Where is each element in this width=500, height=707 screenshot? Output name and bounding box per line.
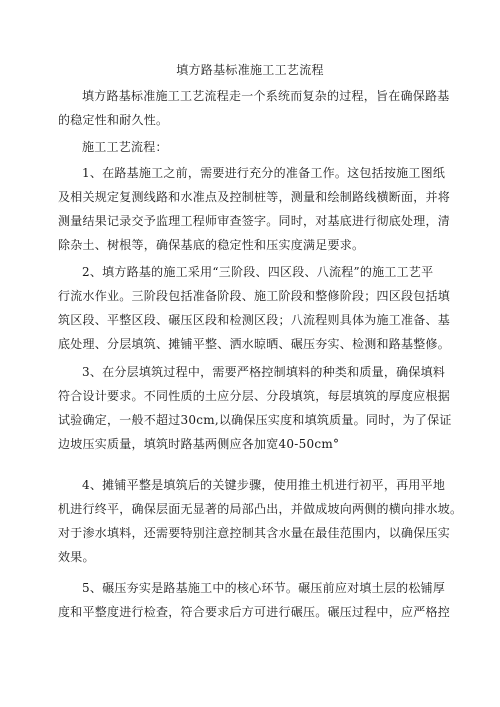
paragraph-line: 试验确定，一般不超过30cm,以确保压实度和填筑质量。同时，为了保证 — [58, 413, 452, 427]
paragraph-line: 填方路基标准施工工艺流程走一个系统而复杂的过程，旨在确保路基 — [82, 89, 450, 103]
paragraph-line: 5、碾压夯实是路基施工中的核心环节。碾压前应对填土层的松铺厚 — [82, 581, 446, 595]
section-heading: 施工工艺流程： — [82, 140, 168, 154]
paragraph-line: 测量结果记录交予监理工程师审查签字。同时，对基底进行彻底处理，清 — [58, 214, 451, 228]
paragraph-line: 底处理、分层填筑、摊铺平整、洒水晾晒、碾压夯实、检测和路基整修。 — [58, 337, 451, 351]
paragraph-line: 除杂土、树根等，确保基底的稳定性和压实度满足要求。 — [58, 238, 365, 252]
paragraph-line: 效果。 — [58, 550, 95, 564]
paragraph-line: 机进行终平，确保层面无显著的局部凸出，并做成坡向两侧的横向排水坡。 — [58, 502, 463, 516]
paragraph-process-heading — [58, 135, 450, 159]
paragraph-line: 2、填方路基的施工采用“三阶段、四区段、八流程”的施工工艺平 — [82, 265, 434, 279]
paragraph-line: 符合设计要求。不同性质的土应分层、分段填筑，每层填筑的厚度应根据 — [58, 389, 451, 403]
paragraph-intro — [58, 84, 450, 132]
paragraph-line: 边坡压实质量，填筑时路基两侧应各加宽40-50cm° — [58, 437, 340, 451]
paragraph-line: 筑区段、平整区段、碾压区段和检测区段；八流程则具体为施工准备、基 — [58, 313, 451, 327]
paragraph-line: 度和平整度进行检查，符合要求后方可进行碾压。碾压过程中，应严格控 — [58, 605, 451, 619]
paragraph-step-1 — [58, 161, 450, 257]
document-title: 填方路基标准施工工艺流程 — [176, 63, 324, 77]
paragraph-step-3 — [58, 360, 450, 456]
paragraph-step-5 — [58, 576, 450, 624]
paragraph-line: 1、在路基施工之前，需要进行充分的准备工作。这包括按施工图纸 — [82, 166, 446, 180]
paragraph-line: 3、在分层填筑过程中，需要严格控制填料的种类和质量，确保填料 — [82, 365, 446, 379]
paragraph-line: 对于渗水填料，还需要特别注意控制其含水量在最佳范围内，以确保压实 — [58, 526, 451, 540]
paragraph-line: 及相关规定复测线路和水准点及控制桩等，测量和绘制路线横断面，并将 — [58, 190, 451, 204]
paragraph-line: 4、摊铺平整是填筑后的关键步骤，使用推土机进行初平，再用平地 — [82, 478, 446, 492]
paragraph-line: 行流水作业。三阶段包括准备阶段、施工阶段和整修阶段；四区段包括填 — [58, 289, 451, 303]
paragraph-line: 的稳定性和耐久性。 — [58, 113, 169, 127]
paragraph-step-2 — [58, 260, 450, 356]
paragraph-step-4 — [58, 473, 463, 569]
